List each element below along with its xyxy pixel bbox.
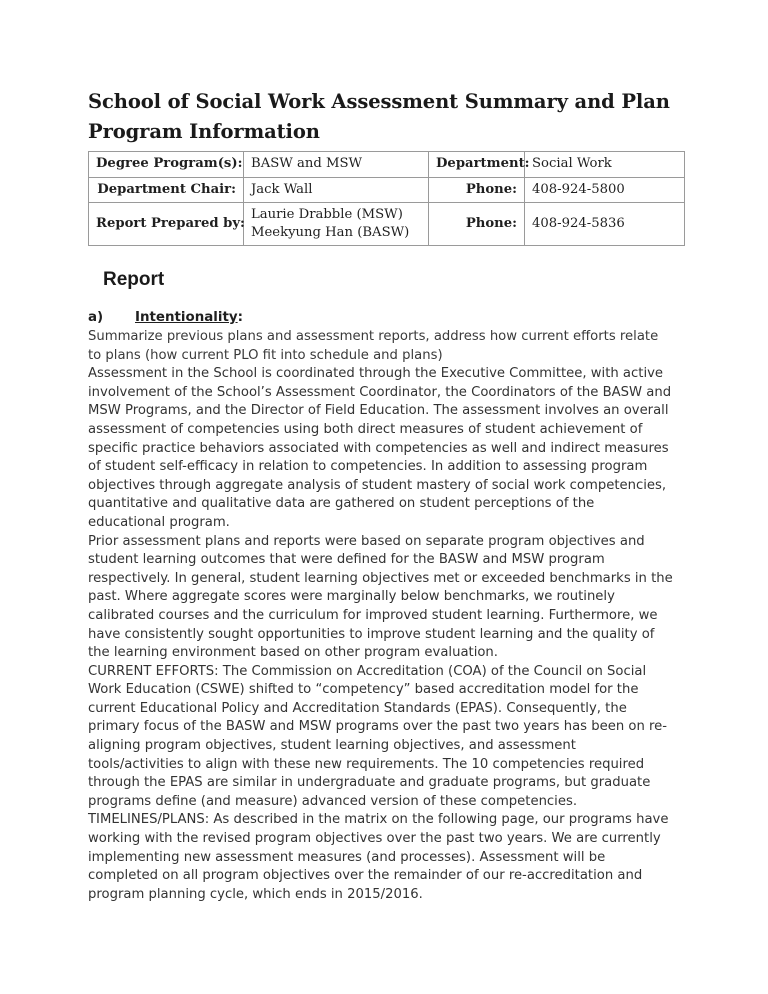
preparer-phone-value: 408-924-5836 <box>525 203 685 246</box>
chair-phone-label: Phone: <box>429 177 525 203</box>
report-prepared-by-label: Report Prepared by: <box>89 203 244 246</box>
report-heading: Report <box>103 269 165 290</box>
preparer-name-msw: Laurie Drabble (MSW) <box>251 207 403 222</box>
chair-phone-value: 408-924-5800 <box>525 177 685 203</box>
table-row <box>89 177 685 203</box>
item-a-heading <box>88 309 684 327</box>
page-title: School of Social Work Assessment Summary and Plan <box>88 90 670 113</box>
preparer-phone-label: Phone: <box>429 203 525 246</box>
paragraph-current-efforts: CURRENT EFFORTS: The Commission on Accreditation (COA) of the Council on Social Work Education (CSWE) shifted to “competency” based accreditation model for the current Educational Policy and Accreditation Standards (EPAS). Consequently, the primary focus of the BASW and MSW programs over the past two years has been on re-aligning program objectives, student learning objectives, and assessment tools/activities to align with these new requirements. The 10 competencies required through the EPAS are similar in undergraduate and graduate programs, but graduate programs define (and measure) advanced version of these competencies. <box>88 663 668 809</box>
department-chair-value: Jack Wall <box>244 177 429 203</box>
department-chair-label: Department Chair: <box>89 177 244 203</box>
program-information-table <box>88 151 685 246</box>
degree-programs-value: BASW and MSW <box>244 152 429 178</box>
item-a-label: Intentionality <box>135 310 238 325</box>
table-row <box>89 203 685 246</box>
item-a-instruction: Summarize previous plans and assessment reports, address how current efforts relate to plans (how current PLO fit into schedule and plans) <box>88 329 659 363</box>
table-row <box>89 152 685 178</box>
preparer-name-basw: Meekyung Han (BASW) <box>251 224 410 240</box>
section-heading-program-information: Program Information <box>88 120 320 143</box>
degree-programs-label: Degree Program(s): <box>89 152 244 178</box>
item-a-marker: a) <box>88 310 104 325</box>
item-a-colon: : <box>237 310 243 325</box>
paragraph-prior-assessment-plans: Prior assessment plans and reports were based on separate program objectives and student learning outcomes that were defined for the BASW and MSW program respectively. In general, student learning objectives met or exceeded benchmarks in the past. Where aggregate scores were marginally below benchmarks, we routinely calibrated courses and the curriculum for improved student learning. Furthermore, we have consistently sought opportunities to improve student learning and the quality of the learning environment based on other program evaluation. <box>88 533 673 661</box>
department-value: Social Work <box>525 152 685 178</box>
paragraph-timelines-plans: TIMELINES/PLANS: As described in the matrix on the following page, our programs have working with the revised program objectives over the past two years. We are currently implementing new assessment measures (and processes). Assessment will be completed on all program objectives over the remainder of our re-accreditation and program planning cycle, which ends in 2015/2016. <box>88 812 669 902</box>
department-label: Department: <box>429 152 525 178</box>
paragraph-assessment-coordination: Assessment in the School is coordinated through the Executive Committee, with active involvement of the School’s Assessment Coordinator, the Coordinators of the BASW and MSW Programs, and the Director of Field Education. The assessment involves an overall assessment of competencies using both direct measures of student achievement of specific practice behaviors associated with competencies as well and indirect measures of student self-efficacy in relation to competencies. In addition to assessing program objectives through aggregate analysis of student mastery of social work competencies, quantitative and qualitative data are gathered on student perceptions of the educational program. <box>88 366 672 530</box>
report-prepared-by-value <box>244 203 429 246</box>
